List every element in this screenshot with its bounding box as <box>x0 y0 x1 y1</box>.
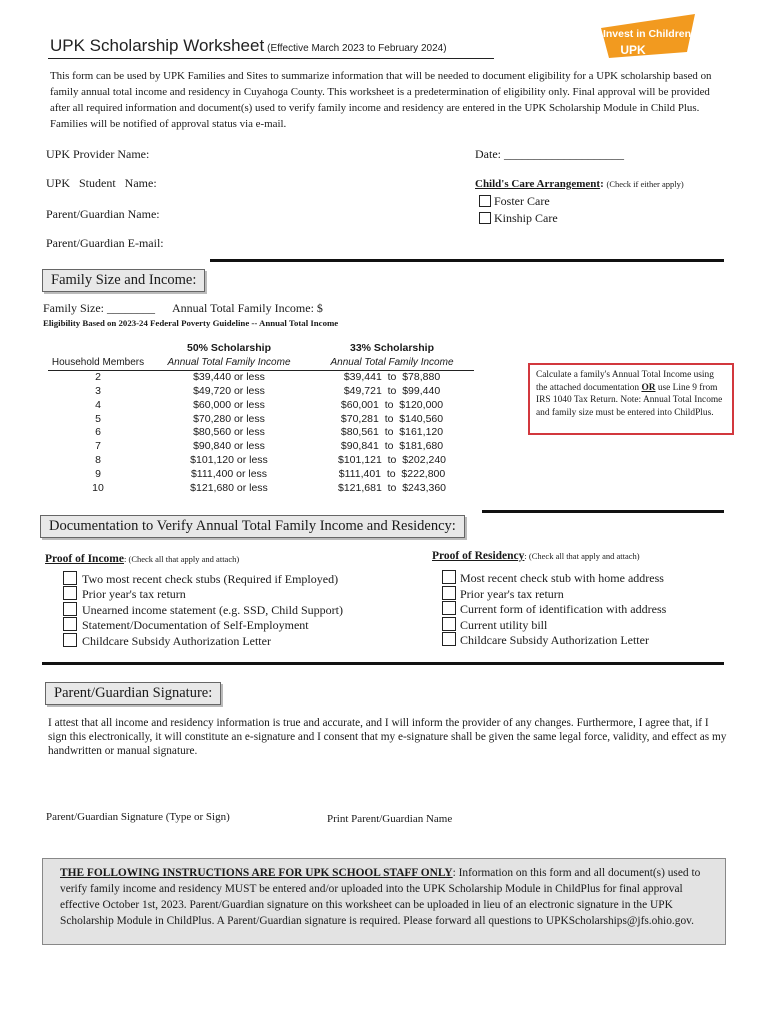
page-title <box>50 36 447 56</box>
household-size-cell: 6 <box>95 426 101 439</box>
section-rule <box>42 662 724 665</box>
residency-checkbox[interactable] <box>442 617 456 631</box>
table-row <box>48 482 474 496</box>
household-size-cell: 8 <box>95 454 101 467</box>
documentation-section-header: Documentation to Verify Annual Total Family Income and Residency: <box>40 515 465 538</box>
logo-text: Invest in Children <box>602 28 692 40</box>
income-checkbox[interactable] <box>63 571 77 585</box>
foster-care-option[interactable]: Foster Care <box>479 194 550 209</box>
scholarship-33-cell: $80,561 to $161,120 <box>340 426 444 439</box>
household-size-cell: 5 <box>95 412 101 425</box>
foster-care-checkbox[interactable] <box>479 195 491 207</box>
proof-of-income-heading: Proof of Income: (Check all that apply and attach) <box>45 553 240 565</box>
scholarship-33-cell: $101,121 to $202,240 <box>337 454 446 467</box>
title-underline <box>48 58 494 59</box>
col-33-subheader: Annual Total Family Income <box>310 356 474 370</box>
table-row <box>48 468 474 482</box>
scholarship-33-cell: $90,841 to $181,680 <box>340 440 444 453</box>
residency-checkbox[interactable] <box>442 586 456 600</box>
signature-section-header: Parent/Guardian Signature: <box>45 682 221 705</box>
annual-income-field[interactable]: Annual Total Family Income: $ <box>172 301 323 315</box>
care-note: (Check if either apply) <box>606 179 684 189</box>
guardian-name-label[interactable]: Parent/Guardian Name: <box>46 207 160 221</box>
intro-paragraph: This form can be used by UPK Families and Sites to summarize information that will be needed to document eligibility for a UPK scholarship based on family annual total income and residency in Cuyahoga County. This worksheet is a predetermination of eligibility only. Final approval will be provided after all required information and document(s) used to verify family income and residency are entered in the UPK Scholarship Module in Child Plus. Families will be notified of approval status via e-mail. <box>50 70 712 130</box>
col-50-subheader: Annual Total Family Income <box>148 356 310 370</box>
residency-option[interactable]: Most recent check stub with home address <box>442 570 664 586</box>
scholarship-33-cell: $121,681 to $243,360 <box>337 482 446 495</box>
income-checkbox[interactable] <box>63 617 77 631</box>
attestation-paragraph: I attest that all income and residency information is true and accurate, and I will inform the provider of any changes. Furthermore, I agree that, if I sign this electronically, it will constitute an e-signature and I consent that my e-signature shall be given the same legal force, validity, and effect as my handwritten or manual signature. <box>48 717 727 757</box>
income-option[interactable]: Statement/Documentation of Self-Employment <box>63 617 309 633</box>
family-size-section-header: Family Size and Income: <box>42 269 205 292</box>
section-rule <box>482 510 724 513</box>
scholarship-50-cell: $121,680 or less <box>190 482 268 495</box>
scholarship-33-cell: $60,001 to $120,000 <box>340 398 444 411</box>
residency-checkbox[interactable] <box>442 632 456 646</box>
col-household-header: Household Members <box>48 356 148 370</box>
col-33-header: 33% Scholarship <box>349 342 435 354</box>
scholarship-33-cell: $111,401 to $222,800 <box>338 468 446 481</box>
title-text: UPK Scholarship Worksheet <box>50 36 265 55</box>
scholarship-50-cell: $70,280 or less <box>193 412 265 425</box>
household-size-cell: 9 <box>95 468 101 481</box>
care-label: Child's Care Arrangement <box>475 178 601 190</box>
residency-option[interactable]: Childcare Subsidy Authorization Letter <box>442 632 649 648</box>
logo-sub: UPK <box>620 43 646 57</box>
scholarship-33-cell: $70,281 to $140,560 <box>340 412 444 425</box>
scholarship-50-cell: $111,400 or less <box>190 468 268 481</box>
staff-instructions-heading: THE FOLLOWING INSTRUCTIONS ARE FOR UPK SCHOOL STAFF ONLY <box>60 867 453 879</box>
staff-instructions-box <box>42 858 726 945</box>
income-option[interactable]: Prior year's tax return <box>63 586 186 602</box>
income-option[interactable]: Unearned income statement (e.g. SSD, Child Support) <box>63 602 343 618</box>
care-arrangement-heading: Child's Care Arrangement: (Check if either apply) <box>475 178 684 190</box>
signature-field-label[interactable]: Parent/Guardian Signature (Type or Sign) <box>46 811 230 823</box>
income-option[interactable]: Childcare Subsidy Authorization Letter <box>63 633 271 649</box>
household-size-cell: 7 <box>95 440 101 453</box>
household-size-cell: 10 <box>92 482 104 495</box>
income-calculation-note: Calculate a family's Annual Total Income using the attached documentation OR use Line 9 from IRS 1040 Tax Return. Note: Annual Total Income and family size must be entered into ChildPlus. <box>528 363 734 435</box>
scholarship-50-cell: $101,120 or less <box>190 454 268 467</box>
residency-checkbox[interactable] <box>442 570 456 584</box>
income-checkbox[interactable] <box>63 602 77 616</box>
col-50-header: 50% Scholarship <box>186 342 272 354</box>
guardian-email-label[interactable]: Parent/Guardian E-mail: <box>46 236 164 250</box>
poverty-guideline-table <box>48 342 474 496</box>
kinship-care-option[interactable]: Kinship Care <box>479 211 558 226</box>
poverty-guideline-caption: Eligibility Based on 2023-24 Federal Poverty Guideline -- Annual Total Income <box>43 318 339 328</box>
table-row <box>48 385 474 399</box>
invest-in-children-logo <box>595 12 699 68</box>
provider-name-label[interactable]: UPK Provider Name: <box>46 147 150 161</box>
income-option[interactable]: Two most recent check stubs (Required if Employed) <box>63 571 338 587</box>
income-checkbox[interactable] <box>63 586 77 600</box>
effective-dates: (Effective March 2023 to February 2024) <box>267 43 447 54</box>
table-row <box>48 413 474 427</box>
kinship-care-checkbox[interactable] <box>479 212 491 224</box>
scholarship-50-cell: $39,440 or less <box>193 370 265 383</box>
household-size-cell: 2 <box>95 370 101 383</box>
section-rule <box>210 259 724 262</box>
income-checkbox[interactable] <box>63 633 77 647</box>
scholarship-50-cell: $60,000 or less <box>193 398 265 411</box>
table-row <box>48 399 474 413</box>
scholarship-33-cell: $39,441 to $78,880 <box>343 370 441 383</box>
staff-instructions-text: : Information on this form and all document(s) used to verify family income and residency MUST be entered and/or uploaded into the UPK Scholarship Module in ChildPlus for final approval effective October 1st, 2023. Parent/Guardian signature on this worksheet can be uploaded in lieu of an electronic signature in the UPK Scholarship Module in ChildPlus. A Parent/Guardian signature is required. Please forward all questions to UPKScholarships@jfs.ohio.gov. <box>60 867 701 927</box>
residency-option[interactable]: Prior year's tax return <box>442 586 564 602</box>
residency-checkbox[interactable] <box>442 601 456 615</box>
print-name-field-label[interactable]: Print Parent/Guardian Name <box>327 813 453 825</box>
date-field[interactable]: Date: ____________________ <box>475 147 624 161</box>
household-size-cell: 4 <box>95 398 101 411</box>
table-row <box>48 426 474 440</box>
scholarship-33-cell: $49,721 to $99,440 <box>343 384 441 397</box>
residency-option[interactable]: Current form of identification with address <box>442 601 666 617</box>
residency-option[interactable]: Current utility bill <box>442 617 547 633</box>
scholarship-50-cell: $80,560 or less <box>193 426 265 439</box>
table-row <box>48 454 474 468</box>
table-row <box>48 370 474 384</box>
household-size-cell: 3 <box>95 384 101 397</box>
scholarship-50-cell: $49,720 or less <box>193 384 265 397</box>
proof-of-residency-heading: Proof of Residency: (Check all that apply and attach) <box>432 550 640 562</box>
table-row <box>48 440 474 454</box>
family-size-field[interactable]: Family Size: ________ <box>43 301 155 315</box>
scholarship-50-cell: $90,840 or less <box>193 440 265 453</box>
student-name-label[interactable]: UPK Student Name: <box>46 176 157 190</box>
